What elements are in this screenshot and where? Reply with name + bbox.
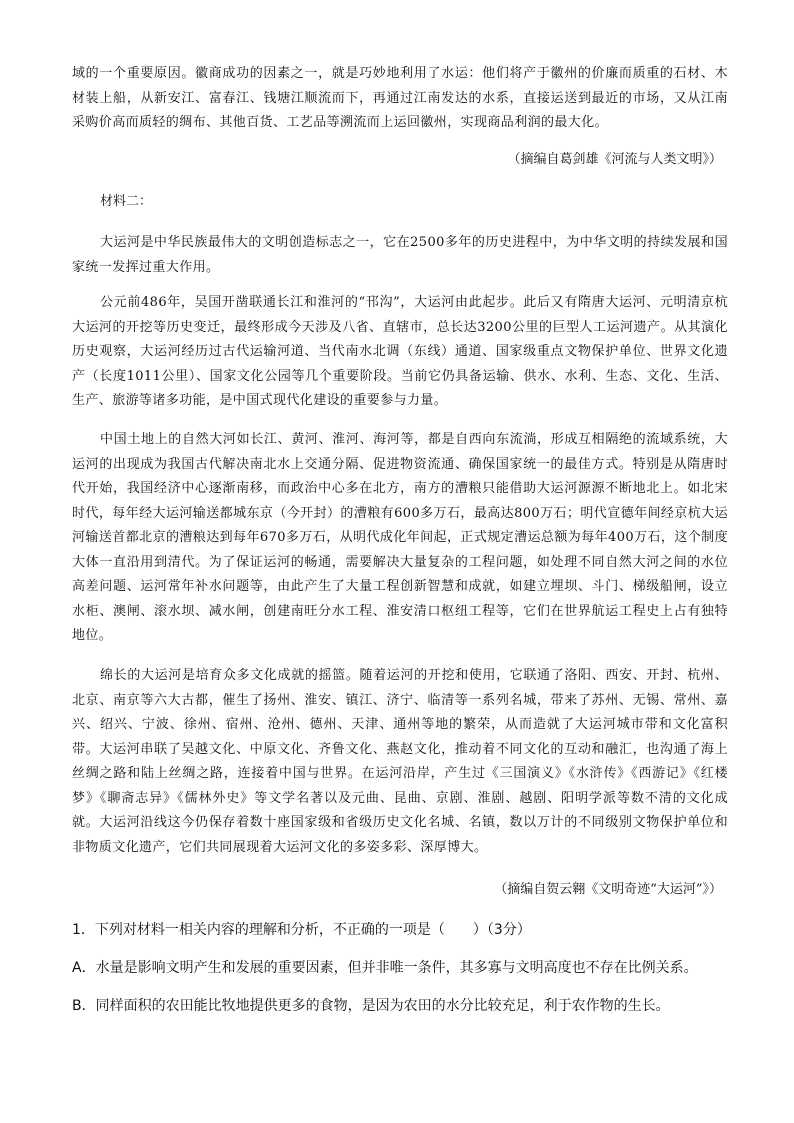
material2-paragraph-3: 中国土地上的自然大河如长江、黄河、淮河、海河等，都是自西向东流淌，形成互相隔绝的流域系统，大运河的出现成为我国古代解决南北水上交通分隔、促进物资流通、确保国家统一的最佳方式。特别是从隋唐时代开始，我国经济中心逐渐南移，而政治中心多在北方，南方的漕粮只能借助大运河源源不断地北上。如北宋时代，每年经大运河输送都城东京（今开封）的漕粮有600多万石，最高达800万石；明代宣德年间经京杭大运河输送首都北京的漕粮达到每年670多万石，从明代成化年间起，正式规定漕运总额为每年400万石，这个制度大体一直沿用到清代。为了保证运河的畅通，需要解决大量复杂的工程问题，如处理不同自然大河之间的水位高差问题、运河常年补水问题等，由此产生了大量工程创新智慧和成就，如建立埋坝、斗门、梯级船闸，设立水柜、澳闸、滚水坝、减水闸，创建南旺分水工程、淮安清口枢纽工程等，它们在世界航运工程史上占有独特地位。 <box>72 432 728 643</box>
material2-source: （摘编自贺云翱《文明奇迹“大运河”》） <box>494 882 722 897</box>
material2-paragraph-4: 绵长的大运河是培育众多文化成就的摇篮。随着运河的开挖和使用，它联通了洛阳、西安、开封、杭州、北京、南京等六大古都，催生了扬州、淮安、镇江、济宁、临清等一系列名城，带来了苏州、无锡、常州、嘉兴、绍兴、宁波、徐州、宿州、沧州、德州、天津、通州等地的繁荣，从而造就了大运河城市带和文化富积带。大运河串联了吴越文化、中原文化、齐鲁文化、燕赵文化，推动着不同文化的互动和融汇，也沟通了海上丝绸之路和陆上丝绸之路，连接着中国与世界。在运河沿岸，产生过《三国演义》《水浒传》《西游记》《红楼梦》《聊斋志异》《儒林外史》等文学名著以及元曲、昆曲、京剧、淮剧、越剧、阳明学派等数不清的文化成就。大运河沿线这今仍保存着数十座国家级和省级历史文化名城、名镇，数以万计的不同级别文物保护单位和非物质文化遗产，它们共同展现着大运河文化的多姿多彩、深厚博大。 <box>72 668 728 855</box>
material2-paragraph-2: 公元前486年，吴国开凿联通长江和淮河的“邗沟”，大运河由此起步。此后又有隋唐大运河、元明清京杭大运河的开挖等历史变迁，最终形成今天涉及八省、直辖市，总长达3200公里的巨型人工运河遗产。从其演化历史观察，大运河经历过古代运输河道、当代南水北调（东线）通道、国家级重点文物保护单位、世界文化遗产（长度1011公里）、国家文化公园等几个重要阶段。当前它仍具备运输、供水、水利、生态、文化、生活、生产、旅游等诸多功能，是中国式现代化建设的重要参与力量。 <box>72 295 728 408</box>
material1-paragraph-end: 域的一个重要原因。徽商成功的因素之一，就是巧妙地利用了水运：他们将产于徽州的价廉而质重的石材、木材装上船，从新安江、富春江、钱塘江顺流而下，再通过江南发达的水系，直接运送到最近的市场，又从江南采购价高而质轻的绸布、其他百货、工艺品等溯流而上运回徽州，实现商品利润的最大化。 <box>72 66 728 130</box>
material1-source: （摘编自葛剑雄《河流与人类文明》） <box>507 152 722 167</box>
material2-label: 材料二： <box>100 194 153 209</box>
question-option-a: A．水量是影响文明产生和发展的重要因素，但并非唯一条件，其多寡与文明高度也不存在比例关系。 <box>72 960 698 976</box>
question-option-b: B．同样面积的农田能比牧地提供更多的食物，是因为农田的水分比较充足，利于农作物的生长。 <box>72 998 670 1014</box>
question-stem: 1．下列对材料一相关内容的理解和分析，不正确的一项是（ ）（3分） <box>72 922 531 938</box>
material2-paragraph-1: 大运河是中华民族最伟大的文明创造标志之一，它在2500多年的历史进程中，为中华文明的持续发展和国家统一发挥过重大作用。 <box>72 235 728 275</box>
